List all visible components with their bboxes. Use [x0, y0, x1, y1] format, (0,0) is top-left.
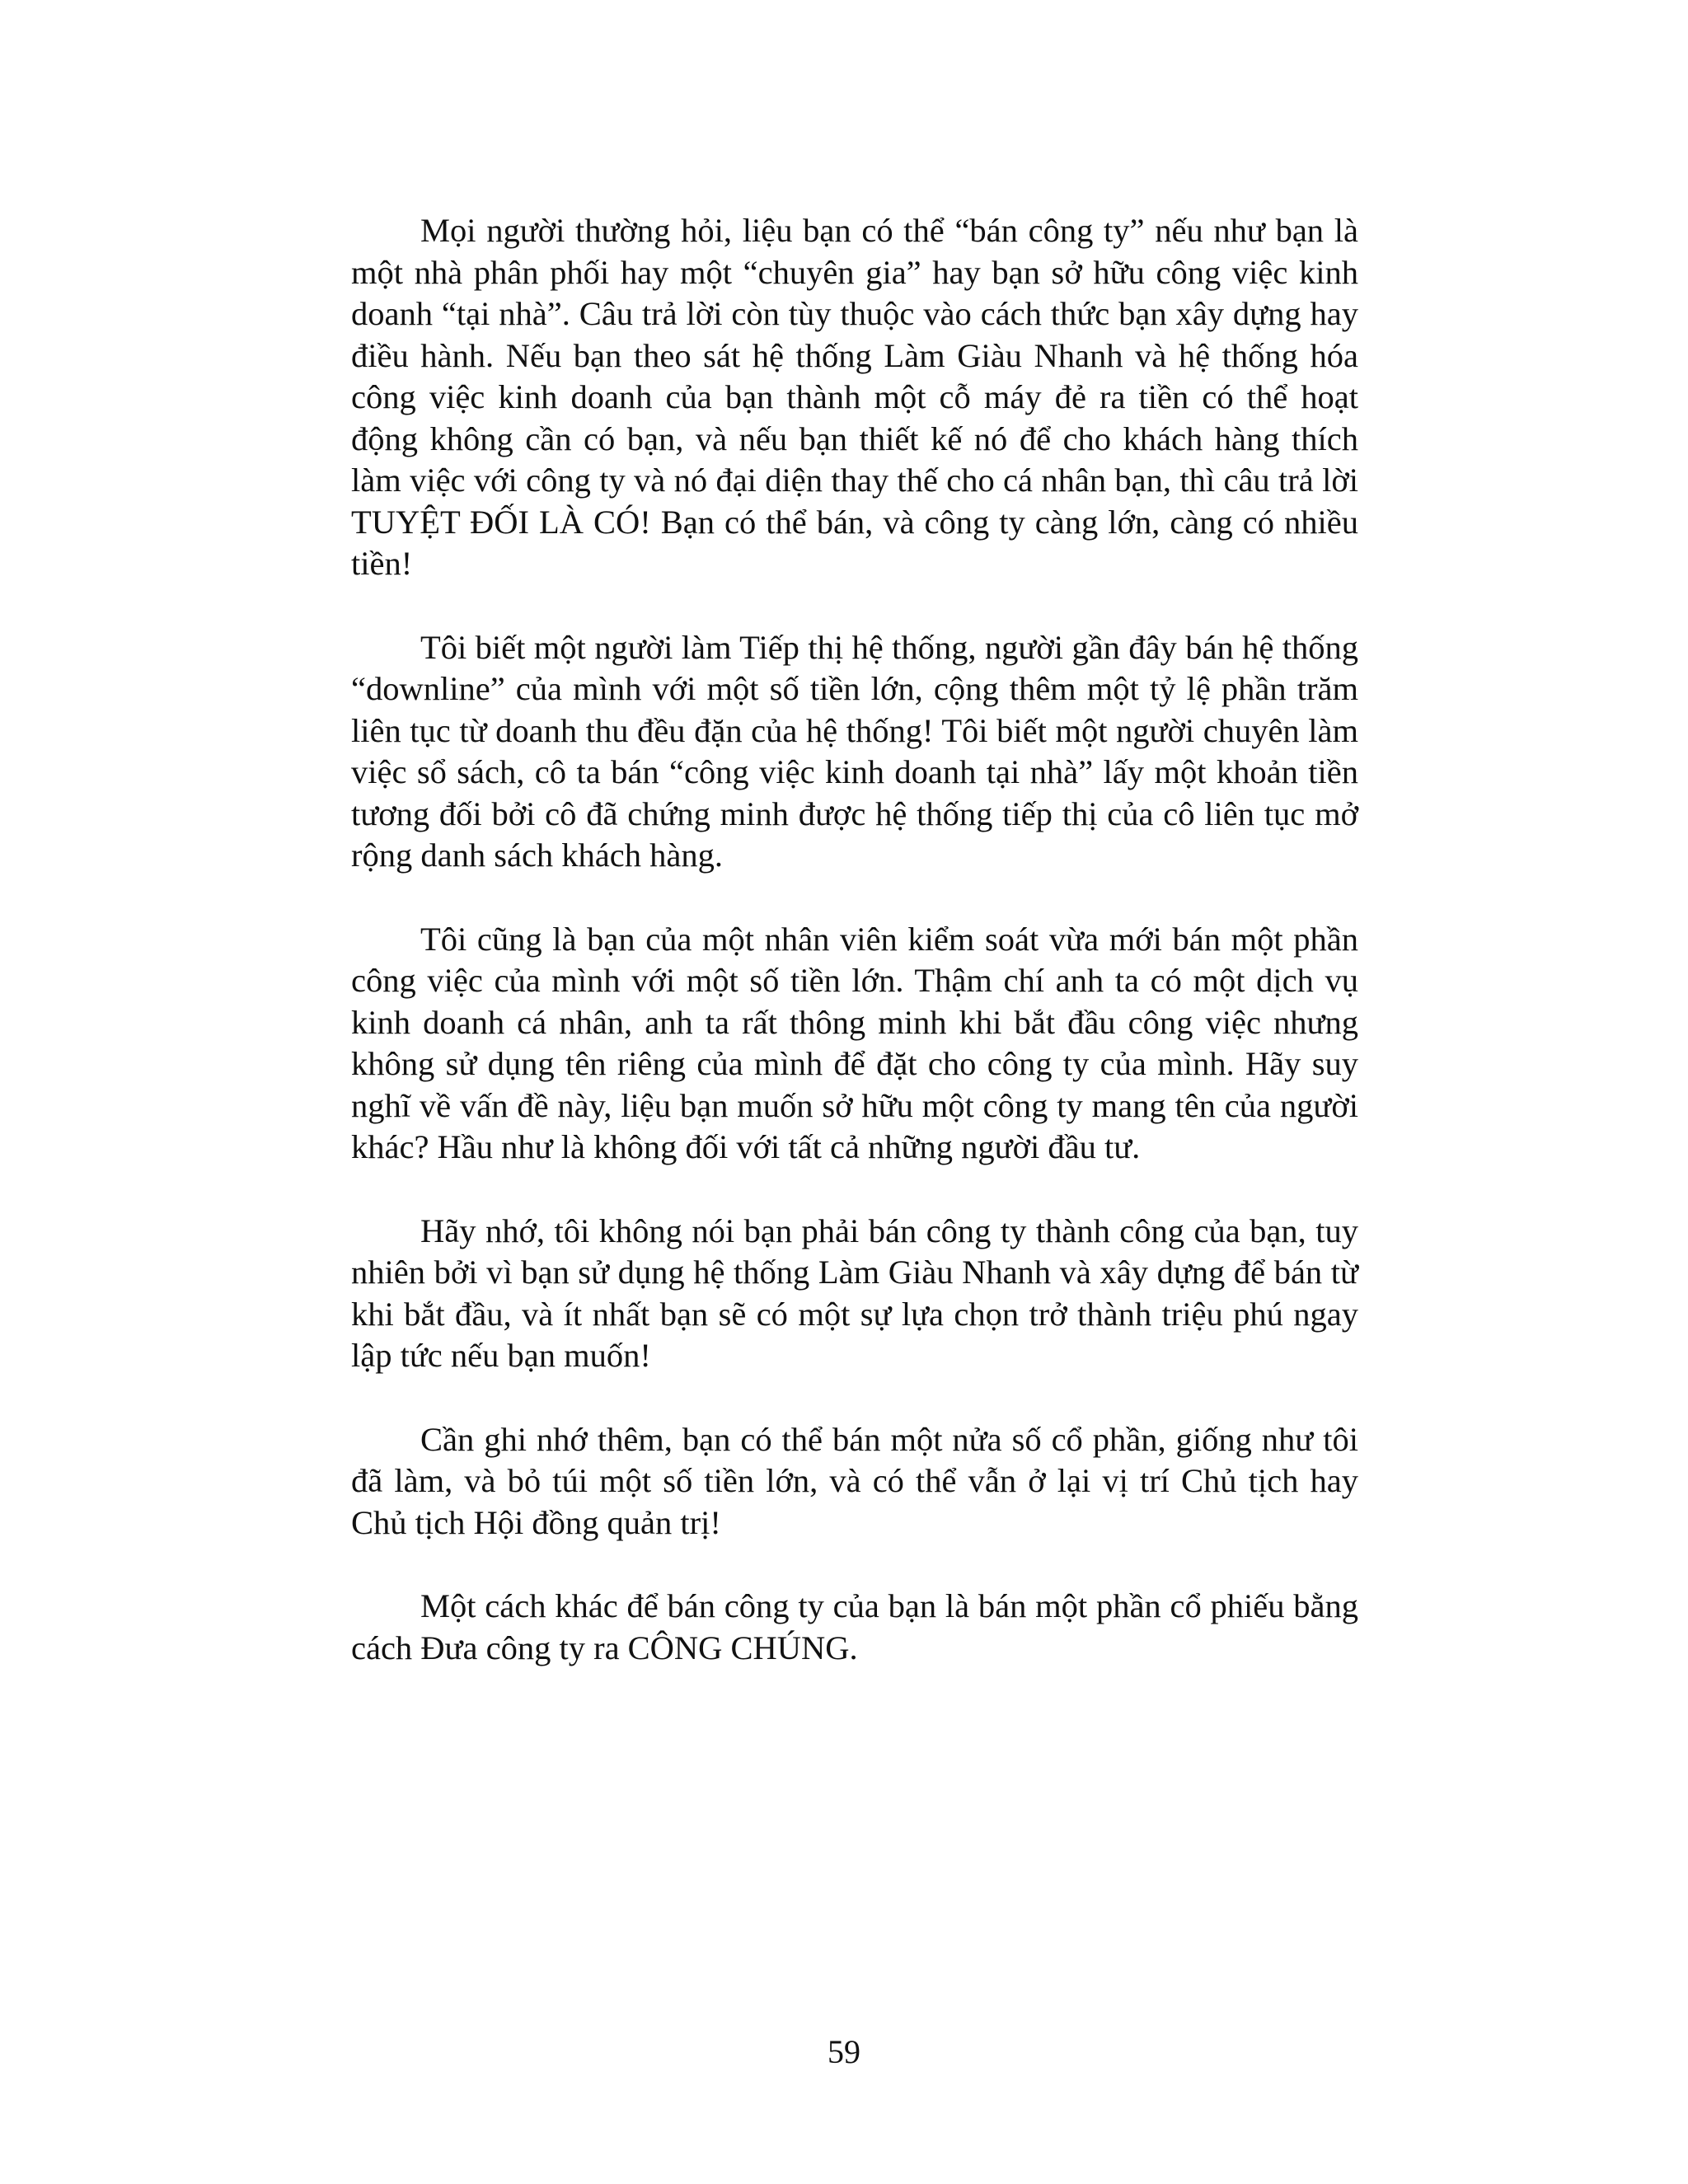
paragraph-6: Một cách khác để bán công ty của bạn là bán một phần cổ phiếu bằng cách Đưa công ty ra CÔNG CHÚNG.	[351, 1587, 1358, 1666]
body-text	[351, 210, 1358, 1711]
page-number: 59	[828, 2033, 860, 2070]
paragraph-1: Mọi người thường hỏi, liệu bạn có thể “bán công ty” nếu như bạn là một nhà phân phối hay một “chuyên gia” hay bạn sở hữu công việc kinh doanh “tại nhà”. Câu trả lời còn tùy thuộc vào cách thức bạn xây dựng hay điều hành. Nếu bạn theo sát hệ thống Làm Giàu Nhanh và hệ thống hóa công việc kinh doanh của bạn thành một cỗ máy đẻ ra tiền có thể hoạt động không cần có bạn, và nếu bạn thiết kế nó để cho khách hàng thích làm việc với công ty và nó đại diện thay thế cho cá nhân bạn, thì câu trả lời TUYỆT ĐỐI LÀ CÓ! Bạn có thể bán, và công ty càng lớn, càng có nhiều tiền!	[351, 212, 1358, 582]
paragraph-5: Cần ghi nhớ thêm, bạn có thể bán một nửa số cổ phần, giống như tôi đã làm, và bỏ túi một số tiền lớn, và có thể vẫn ở lại vị trí Chủ tịch hay Chủ tịch Hội đồng quản trị!	[351, 1420, 1358, 1541]
paragraph-4: Hãy nhớ, tôi không nói bạn phải bán công ty thành công của bạn, tuy nhiên bởi vì bạn sử dụng hệ thống Làm Giàu Nhanh và xây dựng để bán từ khi bắt đầu, và ít nhất bạn sẽ có một sự lựa chọn trở thành triệu phú ngay lập tức nếu bạn muốn!	[351, 1212, 1358, 1374]
paragraph-2: Tôi biết một người làm Tiếp thị hệ thống, người gần đây bán hệ thống “downline” của mình với một số tiền lớn, cộng thêm một tỷ lệ phần trăm liên tục từ doanh thu đều đặn của hệ thống! Tôi biết một người chuyên làm việc sổ sách, cô ta bán “công việc kinh doanh tại nhà” lấy một khoản tiền tương đối bởi cô đã chứng minh được hệ thống tiếp thị của cô liên tục mở rộng danh sách khách hàng.	[351, 628, 1358, 874]
paragraph-3: Tôi cũng là bạn của một nhân viên kiểm soát vừa mới bán một phần công việc của mình với một số tiền lớn. Thậm chí anh ta có một dịch vụ kinh doanh cá nhân, anh ta rất thông minh khi bắt đầu công việc nhưng không sử dụng tên riêng của mình để đặt cho công ty của mình. Hãy suy nghĩ về vấn đề này, liệu bạn muốn sở hữu một công ty mang tên của người khác? Hầu như là không đối với tất cả những người đầu tư.	[351, 920, 1358, 1165]
